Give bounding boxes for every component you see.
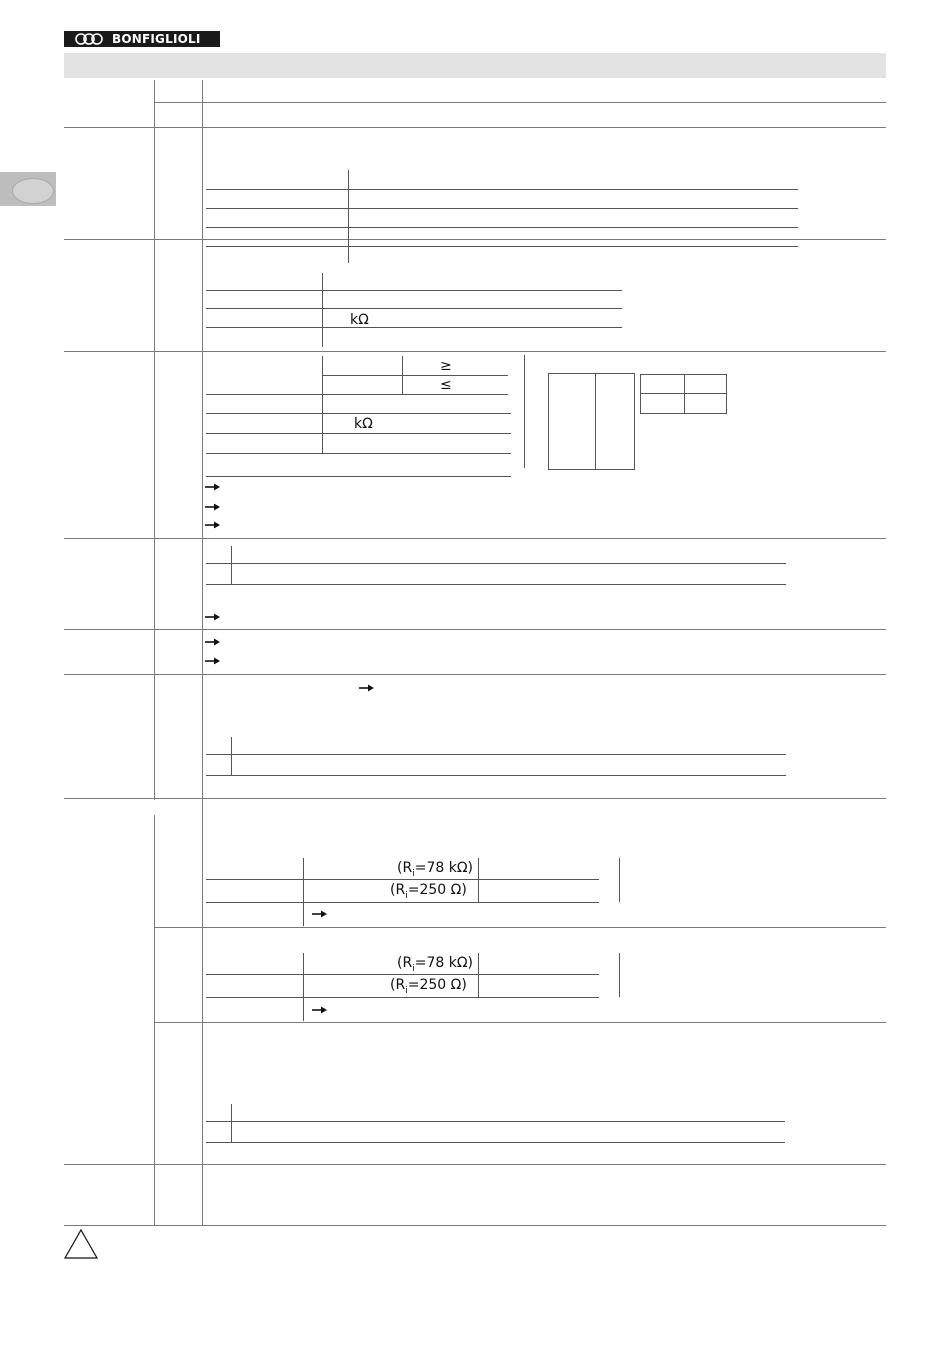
- inner-column-divider: [619, 953, 620, 997]
- section-header-bar: [64, 53, 886, 78]
- row-divider: [154, 102, 886, 103]
- inner-row-divider: [206, 1142, 785, 1143]
- column-divider: [154, 80, 155, 800]
- right-arrow-icon: [312, 910, 327, 918]
- inner-row-divider: [206, 775, 786, 776]
- row-divider: [64, 239, 886, 240]
- resistance-value: =250 Ω): [407, 882, 467, 898]
- resistance-value: =250 Ω): [407, 977, 467, 993]
- row-divider: [64, 1164, 886, 1165]
- resistance-prefix: (R: [390, 882, 406, 898]
- right-arrow-icon: [205, 638, 220, 646]
- resistance-subscript: i: [412, 868, 415, 879]
- inner-row-divider: [206, 476, 511, 477]
- inner-row-divider: [322, 375, 508, 376]
- inner-column-divider: [231, 737, 232, 775]
- column-divider: [202, 80, 203, 1225]
- inner-row-divider: [206, 308, 622, 309]
- inner-column-divider: [348, 170, 349, 263]
- input-resistance-78k: [397, 955, 473, 977]
- resistance-prefix: (R: [397, 860, 413, 876]
- inner-row-divider: [206, 189, 798, 190]
- resistance-prefix: (R: [397, 955, 413, 971]
- row-divider: [64, 351, 886, 352]
- row-divider: [64, 538, 886, 539]
- input-resistance-250: [390, 977, 467, 999]
- inner-column-divider: [478, 858, 479, 902]
- right-arrow-icon: [205, 521, 220, 529]
- warning-triangle-icon: [63, 1228, 99, 1260]
- unit-kohm: kΩ: [354, 416, 373, 432]
- inner-row-divider: [206, 327, 622, 328]
- inner-row-divider: [206, 584, 786, 585]
- inner-column-divider: [231, 1104, 232, 1142]
- inner-column-divider: [231, 546, 232, 584]
- bonfiglioli-rings-logo: [74, 33, 104, 45]
- inner-row-divider: [206, 563, 786, 564]
- input-resistance-250: [390, 882, 467, 904]
- inner-column-divider: [322, 356, 323, 453]
- brand-logo: [64, 31, 220, 47]
- unit-kohm: kΩ: [350, 312, 369, 328]
- resistance-prefix: (R: [390, 977, 406, 993]
- row-divider: [64, 1225, 886, 1226]
- row-divider: [64, 674, 886, 675]
- row-divider: [154, 1022, 886, 1023]
- terminal-box: [548, 373, 635, 470]
- inner-column-divider: [303, 953, 304, 1021]
- right-arrow-icon: [205, 483, 220, 491]
- resistance-value: =78 kΩ): [414, 860, 473, 876]
- terminal-box-divider: [595, 374, 596, 469]
- inner-row-divider: [206, 394, 508, 395]
- row-divider: [64, 629, 886, 630]
- inner-row-divider: [206, 246, 798, 247]
- right-arrow-icon: [312, 1006, 327, 1014]
- input-resistance-78k: [397, 860, 473, 882]
- inner-column-divider: [303, 858, 304, 926]
- inner-row-divider: [206, 290, 622, 291]
- inner-row-divider: [206, 1121, 785, 1122]
- resistance-subscript: i: [405, 890, 408, 901]
- terminal-box-divider: [641, 393, 726, 394]
- inner-row-divider: [206, 227, 798, 228]
- symbol-greater-equal: ≥: [440, 358, 452, 374]
- inner-row-divider: [206, 754, 786, 755]
- language-tab-oval: [12, 178, 54, 204]
- right-arrow-icon: [205, 503, 220, 511]
- row-divider: [64, 127, 886, 128]
- row-divider: [154, 927, 886, 928]
- inner-column-divider: [478, 953, 479, 997]
- resistance-value: =78 kΩ): [414, 955, 473, 971]
- right-arrow-icon: [205, 613, 220, 621]
- resistance-subscript: i: [405, 985, 408, 996]
- symbol-less-equal: ≤: [440, 377, 452, 393]
- resistance-subscript: i: [412, 963, 415, 974]
- inner-column-divider: [619, 858, 620, 902]
- brand-name: BONFIGLIOLI: [112, 32, 201, 46]
- right-arrow-icon: [205, 657, 220, 665]
- inner-row-divider: [206, 433, 511, 434]
- inner-column-divider: [322, 273, 323, 347]
- inner-row-divider: [206, 453, 511, 454]
- inner-row-divider: [206, 208, 798, 209]
- right-arrow-icon: [359, 684, 374, 692]
- inner-row-divider: [206, 413, 511, 414]
- row-divider: [64, 798, 886, 799]
- inner-column-divider: [524, 355, 525, 468]
- terminal-box-divider: [684, 375, 685, 413]
